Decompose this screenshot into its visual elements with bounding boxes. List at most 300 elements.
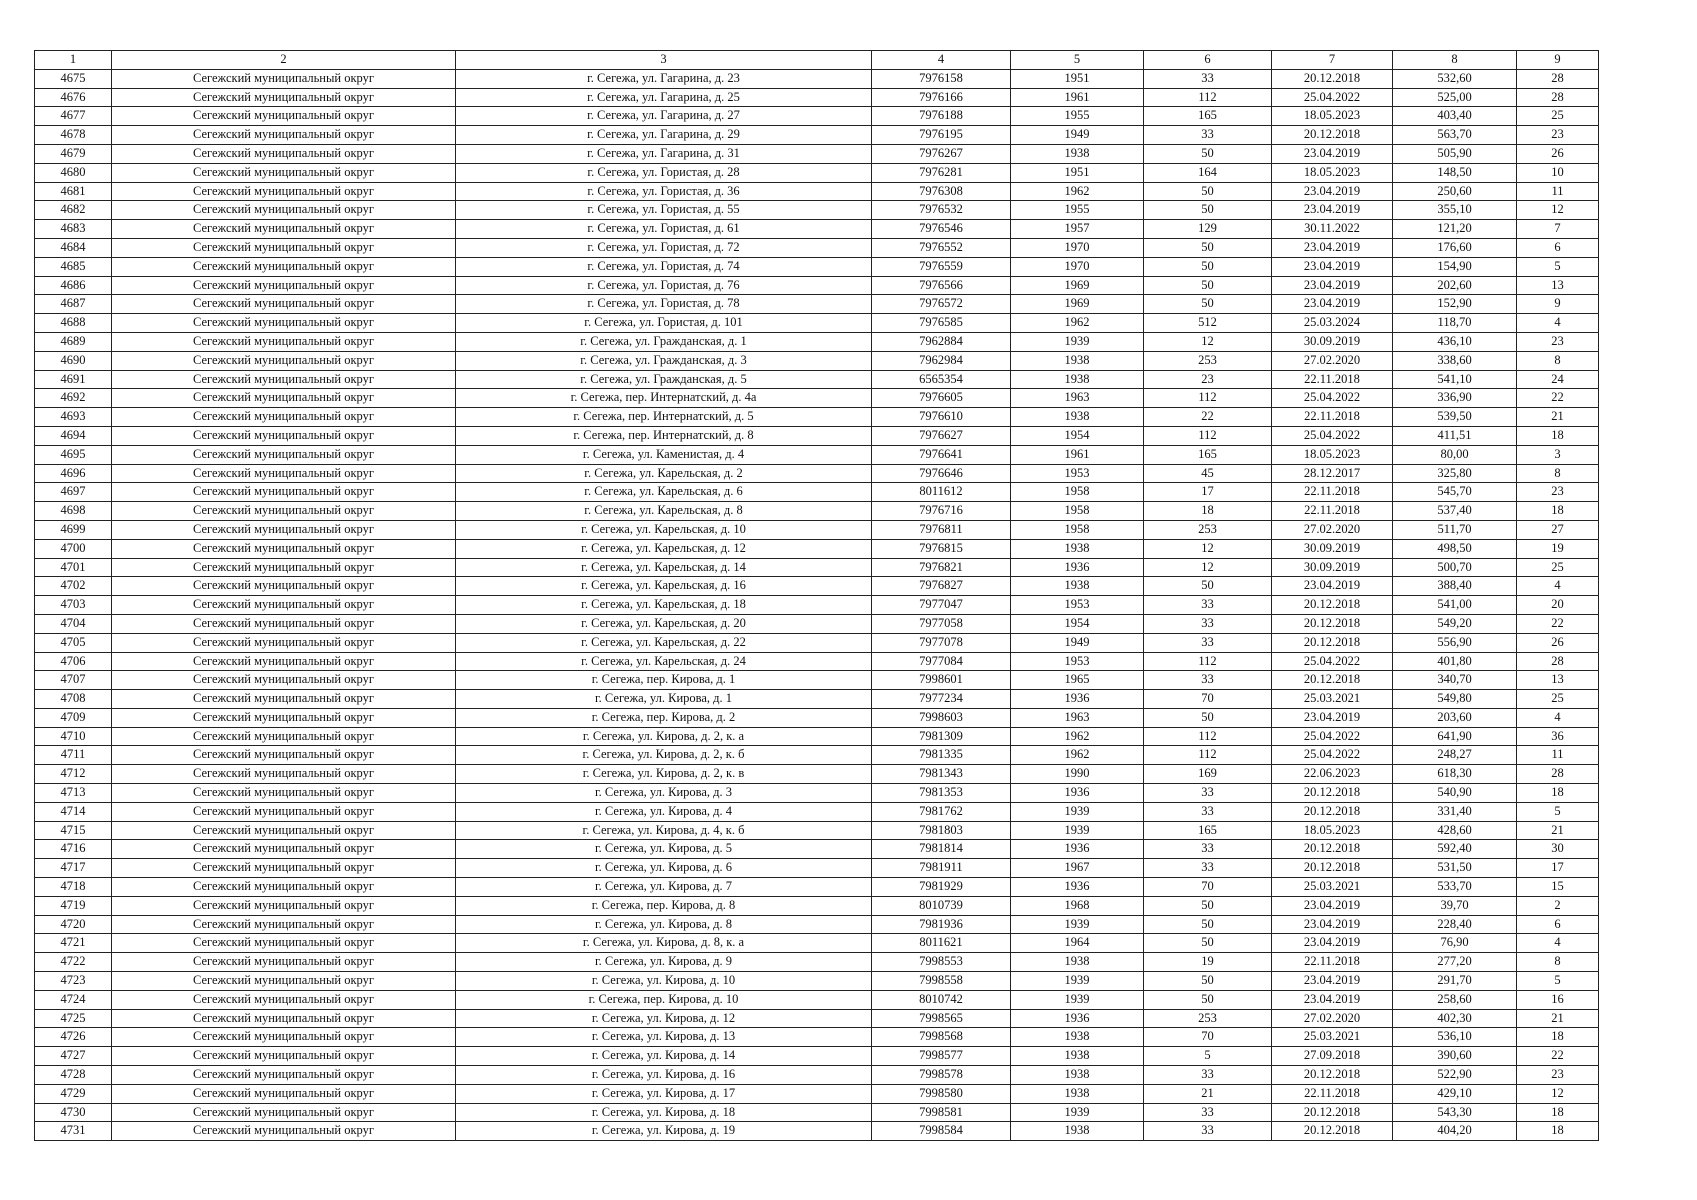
decision-date-cell: 18.05.2023 — [1272, 107, 1393, 126]
year-built-cell: 1970 — [1011, 238, 1144, 257]
building-id-cell: 6565354 — [872, 370, 1011, 389]
table-row — [35, 802, 1599, 821]
residents-count-cell: 19 — [1517, 539, 1599, 558]
municipality-cell: Сегежский муниципальный округ — [112, 614, 456, 633]
residents-count-cell: 4 — [1517, 314, 1599, 333]
area-cell: 541,00 — [1393, 596, 1517, 615]
row-number-cell: 4712 — [35, 765, 112, 784]
building-id-cell: 7976815 — [872, 539, 1011, 558]
residents-count-cell: 18 — [1517, 502, 1599, 521]
area-cell: 411,51 — [1393, 426, 1517, 445]
building-id-cell: 7998577 — [872, 1047, 1011, 1066]
year-built-cell: 1953 — [1011, 464, 1144, 483]
residents-count-cell: 28 — [1517, 69, 1599, 88]
decision-number-cell: 165 — [1144, 445, 1272, 464]
building-id-cell: 7977234 — [872, 690, 1011, 709]
building-id-cell: 7976627 — [872, 426, 1011, 445]
decision-date-cell: 25.04.2022 — [1272, 389, 1393, 408]
table-row — [35, 144, 1599, 163]
year-built-cell: 1938 — [1011, 351, 1144, 370]
decision-date-cell: 25.04.2022 — [1272, 727, 1393, 746]
column-number: 4 — [872, 51, 1011, 70]
decision-date-cell: 23.04.2019 — [1272, 934, 1393, 953]
year-built-cell: 1964 — [1011, 934, 1144, 953]
area-cell: 148,50 — [1393, 163, 1517, 182]
address-cell: г. Сегежа, ул. Кирова, д. 19 — [456, 1122, 872, 1141]
row-number-cell: 4704 — [35, 614, 112, 633]
area-cell: 390,60 — [1393, 1047, 1517, 1066]
decision-number-cell: 50 — [1144, 276, 1272, 295]
decision-number-cell: 33 — [1144, 840, 1272, 859]
table-row — [35, 1084, 1599, 1103]
table-row — [35, 652, 1599, 671]
residents-count-cell: 21 — [1517, 821, 1599, 840]
decision-number-cell: 22 — [1144, 408, 1272, 427]
area-cell: 403,40 — [1393, 107, 1517, 126]
decision-date-cell: 20.12.2018 — [1272, 859, 1393, 878]
municipality-cell: Сегежский муниципальный округ — [112, 389, 456, 408]
area-cell: 248,27 — [1393, 746, 1517, 765]
building-id-cell: 7962884 — [872, 332, 1011, 351]
row-number-cell: 4707 — [35, 671, 112, 690]
decision-number-cell: 112 — [1144, 652, 1272, 671]
area-cell: 532,60 — [1393, 69, 1517, 88]
building-id-cell: 7976158 — [872, 69, 1011, 88]
residents-count-cell: 22 — [1517, 614, 1599, 633]
residents-count-cell: 4 — [1517, 708, 1599, 727]
residents-count-cell: 5 — [1517, 802, 1599, 821]
table-row — [35, 464, 1599, 483]
row-number-cell: 4708 — [35, 690, 112, 709]
municipality-cell: Сегежский муниципальный округ — [112, 88, 456, 107]
municipality-cell: Сегежский муниципальный округ — [112, 276, 456, 295]
municipality-cell: Сегежский муниципальный округ — [112, 351, 456, 370]
decision-number-cell: 33 — [1144, 596, 1272, 615]
residents-count-cell: 28 — [1517, 88, 1599, 107]
municipality-cell: Сегежский муниципальный округ — [112, 1028, 456, 1047]
year-built-cell: 1938 — [1011, 370, 1144, 389]
area-cell: 543,30 — [1393, 1103, 1517, 1122]
building-id-cell: 7998580 — [872, 1084, 1011, 1103]
table-row — [35, 314, 1599, 333]
row-number-cell: 4675 — [35, 69, 112, 88]
column-number: 5 — [1011, 51, 1144, 70]
decision-date-cell: 22.11.2018 — [1272, 408, 1393, 427]
address-cell: г. Сегежа, ул. Кирова, д. 3 — [456, 784, 872, 803]
municipality-cell: Сегежский муниципальный округ — [112, 633, 456, 652]
row-number-cell: 4702 — [35, 577, 112, 596]
decision-number-cell: 70 — [1144, 1028, 1272, 1047]
row-number-cell: 4695 — [35, 445, 112, 464]
decision-number-cell: 112 — [1144, 727, 1272, 746]
municipality-cell: Сегежский муниципальный округ — [112, 370, 456, 389]
year-built-cell: 1961 — [1011, 88, 1144, 107]
table-row — [35, 1103, 1599, 1122]
address-cell: г. Сегежа, ул. Карельская, д. 18 — [456, 596, 872, 615]
residents-count-cell: 8 — [1517, 953, 1599, 972]
table-row — [35, 896, 1599, 915]
row-number-cell: 4685 — [35, 257, 112, 276]
row-number-cell: 4692 — [35, 389, 112, 408]
decision-date-cell: 20.12.2018 — [1272, 1103, 1393, 1122]
address-cell: г. Сегежа, ул. Кирова, д. 2, к. а — [456, 727, 872, 746]
area-cell: 429,10 — [1393, 1084, 1517, 1103]
building-id-cell: 8010742 — [872, 990, 1011, 1009]
row-number-cell: 4731 — [35, 1122, 112, 1141]
decision-date-cell: 30.09.2019 — [1272, 332, 1393, 351]
residents-count-cell: 25 — [1517, 107, 1599, 126]
year-built-cell: 1936 — [1011, 690, 1144, 709]
decision-date-cell: 18.05.2023 — [1272, 821, 1393, 840]
table-row — [35, 88, 1599, 107]
building-id-cell: 7976281 — [872, 163, 1011, 182]
residents-count-cell: 17 — [1517, 859, 1599, 878]
building-id-cell: 7998558 — [872, 972, 1011, 991]
residents-count-cell: 4 — [1517, 934, 1599, 953]
residents-count-cell: 23 — [1517, 483, 1599, 502]
table-row — [35, 990, 1599, 1009]
municipality-cell: Сегежский муниципальный округ — [112, 972, 456, 991]
area-cell: 404,20 — [1393, 1122, 1517, 1141]
row-number-cell: 4682 — [35, 201, 112, 220]
table-row — [35, 220, 1599, 239]
year-built-cell: 1949 — [1011, 633, 1144, 652]
decision-number-cell: 112 — [1144, 389, 1272, 408]
address-cell: г. Сегежа, ул. Кирова, д. 12 — [456, 1009, 872, 1028]
table-row — [35, 107, 1599, 126]
municipality-cell: Сегежский муниципальный округ — [112, 126, 456, 145]
address-cell: г. Сегежа, ул. Карельская, д. 20 — [456, 614, 872, 633]
municipality-cell: Сегежский муниципальный округ — [112, 332, 456, 351]
building-id-cell: 7976546 — [872, 220, 1011, 239]
address-cell: г. Сегежа, ул. Кирова, д. 4 — [456, 802, 872, 821]
decision-number-cell: 21 — [1144, 1084, 1272, 1103]
address-cell: г. Сегежа, ул. Кирова, д. 9 — [456, 953, 872, 972]
area-cell: 536,10 — [1393, 1028, 1517, 1047]
table-row — [35, 596, 1599, 615]
decision-date-cell: 23.04.2019 — [1272, 144, 1393, 163]
residents-count-cell: 6 — [1517, 915, 1599, 934]
residents-count-cell: 6 — [1517, 238, 1599, 257]
municipality-cell: Сегежский муниципальный округ — [112, 802, 456, 821]
municipality-cell: Сегежский муниципальный округ — [112, 502, 456, 521]
decision-number-cell: 50 — [1144, 708, 1272, 727]
year-built-cell: 1939 — [1011, 332, 1144, 351]
area-cell: 121,20 — [1393, 220, 1517, 239]
table-row — [35, 633, 1599, 652]
row-number-cell: 4714 — [35, 802, 112, 821]
residents-count-cell: 10 — [1517, 163, 1599, 182]
address-cell: г. Сегежа, ул. Гагарина, д. 25 — [456, 88, 872, 107]
address-cell: г. Сегежа, ул. Гористая, д. 28 — [456, 163, 872, 182]
year-built-cell: 1936 — [1011, 558, 1144, 577]
address-cell: г. Сегежа, ул. Кирова, д. 8, к. а — [456, 934, 872, 953]
address-cell: г. Сегежа, ул. Кирова, д. 2, к. б — [456, 746, 872, 765]
decision-number-cell: 33 — [1144, 859, 1272, 878]
column-number: 2 — [112, 51, 456, 70]
decision-date-cell: 20.12.2018 — [1272, 784, 1393, 803]
municipality-cell: Сегежский муниципальный округ — [112, 934, 456, 953]
municipality-cell: Сегежский муниципальный округ — [112, 652, 456, 671]
address-cell: г. Сегежа, ул. Гористая, д. 101 — [456, 314, 872, 333]
decision-date-cell: 25.04.2022 — [1272, 746, 1393, 765]
year-built-cell: 1938 — [1011, 1084, 1144, 1103]
year-built-cell: 1939 — [1011, 915, 1144, 934]
residents-count-cell: 15 — [1517, 878, 1599, 897]
municipality-cell: Сегежский муниципальный округ — [112, 69, 456, 88]
area-cell: 202,60 — [1393, 276, 1517, 295]
address-cell: г. Сегежа, ул. Гористая, д. 61 — [456, 220, 872, 239]
decision-number-cell: 33 — [1144, 614, 1272, 633]
address-cell: г. Сегежа, пер. Кирова, д. 8 — [456, 896, 872, 915]
area-cell: 545,70 — [1393, 483, 1517, 502]
residents-count-cell: 18 — [1517, 426, 1599, 445]
residents-count-cell: 7 — [1517, 220, 1599, 239]
residents-count-cell: 5 — [1517, 972, 1599, 991]
municipality-cell: Сегежский муниципальный округ — [112, 144, 456, 163]
building-id-cell: 7976821 — [872, 558, 1011, 577]
address-cell: г. Сегежа, ул. Карельская, д. 12 — [456, 539, 872, 558]
decision-number-cell: 50 — [1144, 915, 1272, 934]
year-built-cell: 1958 — [1011, 502, 1144, 521]
area-cell: 401,80 — [1393, 652, 1517, 671]
municipality-cell: Сегежский муниципальный округ — [112, 896, 456, 915]
residents-count-cell: 18 — [1517, 1028, 1599, 1047]
municipality-cell: Сегежский муниципальный округ — [112, 1103, 456, 1122]
year-built-cell: 1938 — [1011, 408, 1144, 427]
building-id-cell: 7981929 — [872, 878, 1011, 897]
year-built-cell: 1962 — [1011, 314, 1144, 333]
table-row — [35, 878, 1599, 897]
year-built-cell: 1965 — [1011, 671, 1144, 690]
housing-register-table — [34, 50, 1599, 1141]
building-id-cell: 7976827 — [872, 577, 1011, 596]
row-number-cell: 4713 — [35, 784, 112, 803]
decision-date-cell: 20.12.2018 — [1272, 633, 1393, 652]
year-built-cell: 1962 — [1011, 182, 1144, 201]
municipality-cell: Сегежский муниципальный округ — [112, 746, 456, 765]
address-cell: г. Сегежа, ул. Гагарина, д. 29 — [456, 126, 872, 145]
building-id-cell: 7998581 — [872, 1103, 1011, 1122]
table-row — [35, 784, 1599, 803]
building-id-cell: 7976572 — [872, 295, 1011, 314]
decision-date-cell: 20.12.2018 — [1272, 614, 1393, 633]
residents-count-cell: 23 — [1517, 1066, 1599, 1085]
column-number-row — [35, 51, 1599, 70]
building-id-cell: 7976308 — [872, 182, 1011, 201]
municipality-cell: Сегежский муниципальный округ — [112, 784, 456, 803]
area-cell: 533,70 — [1393, 878, 1517, 897]
row-number-cell: 4701 — [35, 558, 112, 577]
table-row — [35, 238, 1599, 257]
decision-number-cell: 33 — [1144, 671, 1272, 690]
row-number-cell: 4718 — [35, 878, 112, 897]
decision-number-cell: 70 — [1144, 690, 1272, 709]
area-cell: 118,70 — [1393, 314, 1517, 333]
municipality-cell: Сегежский муниципальный округ — [112, 520, 456, 539]
address-cell: г. Сегежа, ул. Кирова, д. 7 — [456, 878, 872, 897]
area-cell: 556,90 — [1393, 633, 1517, 652]
residents-count-cell: 28 — [1517, 765, 1599, 784]
year-built-cell: 1939 — [1011, 1103, 1144, 1122]
municipality-cell: Сегежский муниципальный округ — [112, 445, 456, 464]
area-cell: 618,30 — [1393, 765, 1517, 784]
table-row — [35, 746, 1599, 765]
residents-count-cell: 8 — [1517, 351, 1599, 370]
decision-number-cell: 112 — [1144, 426, 1272, 445]
residents-count-cell: 13 — [1517, 276, 1599, 295]
decision-date-cell: 25.04.2022 — [1272, 88, 1393, 107]
address-cell: г. Сегежа, ул. Карельская, д. 6 — [456, 483, 872, 502]
year-built-cell: 1936 — [1011, 1009, 1144, 1028]
address-cell: г. Сегежа, ул. Карельская, д. 14 — [456, 558, 872, 577]
municipality-cell: Сегежский муниципальный округ — [112, 1084, 456, 1103]
residents-count-cell: 11 — [1517, 182, 1599, 201]
row-number-cell: 4677 — [35, 107, 112, 126]
year-built-cell: 1949 — [1011, 126, 1144, 145]
address-cell: г. Сегежа, ул. Кирова, д. 16 — [456, 1066, 872, 1085]
municipality-cell: Сегежский муниципальный округ — [112, 314, 456, 333]
residents-count-cell: 22 — [1517, 389, 1599, 408]
row-number-cell: 4722 — [35, 953, 112, 972]
building-id-cell: 7976267 — [872, 144, 1011, 163]
table-row — [35, 483, 1599, 502]
year-built-cell: 1953 — [1011, 652, 1144, 671]
decision-number-cell: 45 — [1144, 464, 1272, 483]
row-number-cell: 4728 — [35, 1066, 112, 1085]
building-id-cell: 7976566 — [872, 276, 1011, 295]
area-cell: 340,70 — [1393, 671, 1517, 690]
year-built-cell: 1938 — [1011, 953, 1144, 972]
year-built-cell: 1963 — [1011, 708, 1144, 727]
row-number-cell: 4711 — [35, 746, 112, 765]
row-number-cell: 4726 — [35, 1028, 112, 1047]
table-row — [35, 727, 1599, 746]
year-built-cell: 1936 — [1011, 840, 1144, 859]
area-cell: 331,40 — [1393, 802, 1517, 821]
area-cell: 203,60 — [1393, 708, 1517, 727]
decision-date-cell: 22.06.2023 — [1272, 765, 1393, 784]
building-id-cell: 7977078 — [872, 633, 1011, 652]
area-cell: 277,20 — [1393, 953, 1517, 972]
area-cell: 525,00 — [1393, 88, 1517, 107]
municipality-cell: Сегежский муниципальный округ — [112, 163, 456, 182]
decision-number-cell: 33 — [1144, 633, 1272, 652]
decision-number-cell: 50 — [1144, 934, 1272, 953]
address-cell: г. Сегежа, пер. Кирова, д. 10 — [456, 990, 872, 1009]
decision-date-cell: 23.04.2019 — [1272, 915, 1393, 934]
municipality-cell: Сегежский муниципальный округ — [112, 840, 456, 859]
building-id-cell: 8011621 — [872, 934, 1011, 953]
row-number-cell: 4683 — [35, 220, 112, 239]
table-row — [35, 972, 1599, 991]
residents-count-cell: 23 — [1517, 126, 1599, 145]
address-cell: г. Сегежа, ул. Гористая, д. 36 — [456, 182, 872, 201]
address-cell: г. Сегежа, ул. Каменистая, д. 4 — [456, 445, 872, 464]
decision-number-cell: 23 — [1144, 370, 1272, 389]
table-row — [35, 201, 1599, 220]
table-row — [35, 295, 1599, 314]
decision-number-cell: 33 — [1144, 1122, 1272, 1141]
address-cell: г. Сегежа, ул. Гористая, д. 76 — [456, 276, 872, 295]
table-row — [35, 614, 1599, 633]
year-built-cell: 1967 — [1011, 859, 1144, 878]
municipality-cell: Сегежский муниципальный округ — [112, 1009, 456, 1028]
year-built-cell: 1938 — [1011, 1066, 1144, 1085]
decision-number-cell: 33 — [1144, 802, 1272, 821]
municipality-cell: Сегежский муниципальный округ — [112, 708, 456, 727]
municipality-cell: Сегежский муниципальный округ — [112, 257, 456, 276]
decision-date-cell: 20.12.2018 — [1272, 126, 1393, 145]
area-cell: 258,60 — [1393, 990, 1517, 1009]
decision-number-cell: 50 — [1144, 201, 1272, 220]
municipality-cell: Сегежский муниципальный округ — [112, 727, 456, 746]
table-row — [35, 69, 1599, 88]
column-number: 7 — [1272, 51, 1393, 70]
decision-number-cell: 165 — [1144, 107, 1272, 126]
year-built-cell: 1962 — [1011, 746, 1144, 765]
table-row — [35, 1122, 1599, 1141]
decision-date-cell: 27.02.2020 — [1272, 1009, 1393, 1028]
building-id-cell: 7981803 — [872, 821, 1011, 840]
row-number-cell: 4723 — [35, 972, 112, 991]
residents-count-cell: 30 — [1517, 840, 1599, 859]
decision-number-cell: 50 — [1144, 144, 1272, 163]
municipality-cell: Сегежский муниципальный округ — [112, 915, 456, 934]
residents-count-cell: 26 — [1517, 633, 1599, 652]
building-id-cell: 7976605 — [872, 389, 1011, 408]
building-id-cell: 7998565 — [872, 1009, 1011, 1028]
year-built-cell: 1936 — [1011, 878, 1144, 897]
row-number-cell: 4716 — [35, 840, 112, 859]
row-number-cell: 4691 — [35, 370, 112, 389]
table-row — [35, 915, 1599, 934]
decision-number-cell: 164 — [1144, 163, 1272, 182]
municipality-cell: Сегежский муниципальный округ — [112, 220, 456, 239]
row-number-cell: 4687 — [35, 295, 112, 314]
decision-number-cell: 12 — [1144, 558, 1272, 577]
area-cell: 436,10 — [1393, 332, 1517, 351]
decision-number-cell: 112 — [1144, 88, 1272, 107]
building-id-cell: 7998553 — [872, 953, 1011, 972]
year-built-cell: 1951 — [1011, 69, 1144, 88]
area-cell: 428,60 — [1393, 821, 1517, 840]
year-built-cell: 1938 — [1011, 144, 1144, 163]
decision-number-cell: 129 — [1144, 220, 1272, 239]
decision-number-cell: 12 — [1144, 539, 1272, 558]
decision-number-cell: 33 — [1144, 126, 1272, 145]
table-row — [35, 708, 1599, 727]
table-row — [35, 502, 1599, 521]
decision-date-cell: 22.11.2018 — [1272, 502, 1393, 521]
municipality-cell: Сегежский муниципальный округ — [112, 1047, 456, 1066]
year-built-cell: 1939 — [1011, 972, 1144, 991]
decision-date-cell: 23.04.2019 — [1272, 896, 1393, 915]
decision-number-cell: 12 — [1144, 332, 1272, 351]
column-number: 1 — [35, 51, 112, 70]
decision-date-cell: 28.12.2017 — [1272, 464, 1393, 483]
table-row — [35, 389, 1599, 408]
building-id-cell: 7976552 — [872, 238, 1011, 257]
decision-date-cell: 25.03.2024 — [1272, 314, 1393, 333]
table-row — [35, 1066, 1599, 1085]
decision-number-cell: 18 — [1144, 502, 1272, 521]
residents-count-cell: 2 — [1517, 896, 1599, 915]
table-row — [35, 821, 1599, 840]
row-number-cell: 4688 — [35, 314, 112, 333]
decision-date-cell: 30.09.2019 — [1272, 539, 1393, 558]
building-id-cell: 7998578 — [872, 1066, 1011, 1085]
